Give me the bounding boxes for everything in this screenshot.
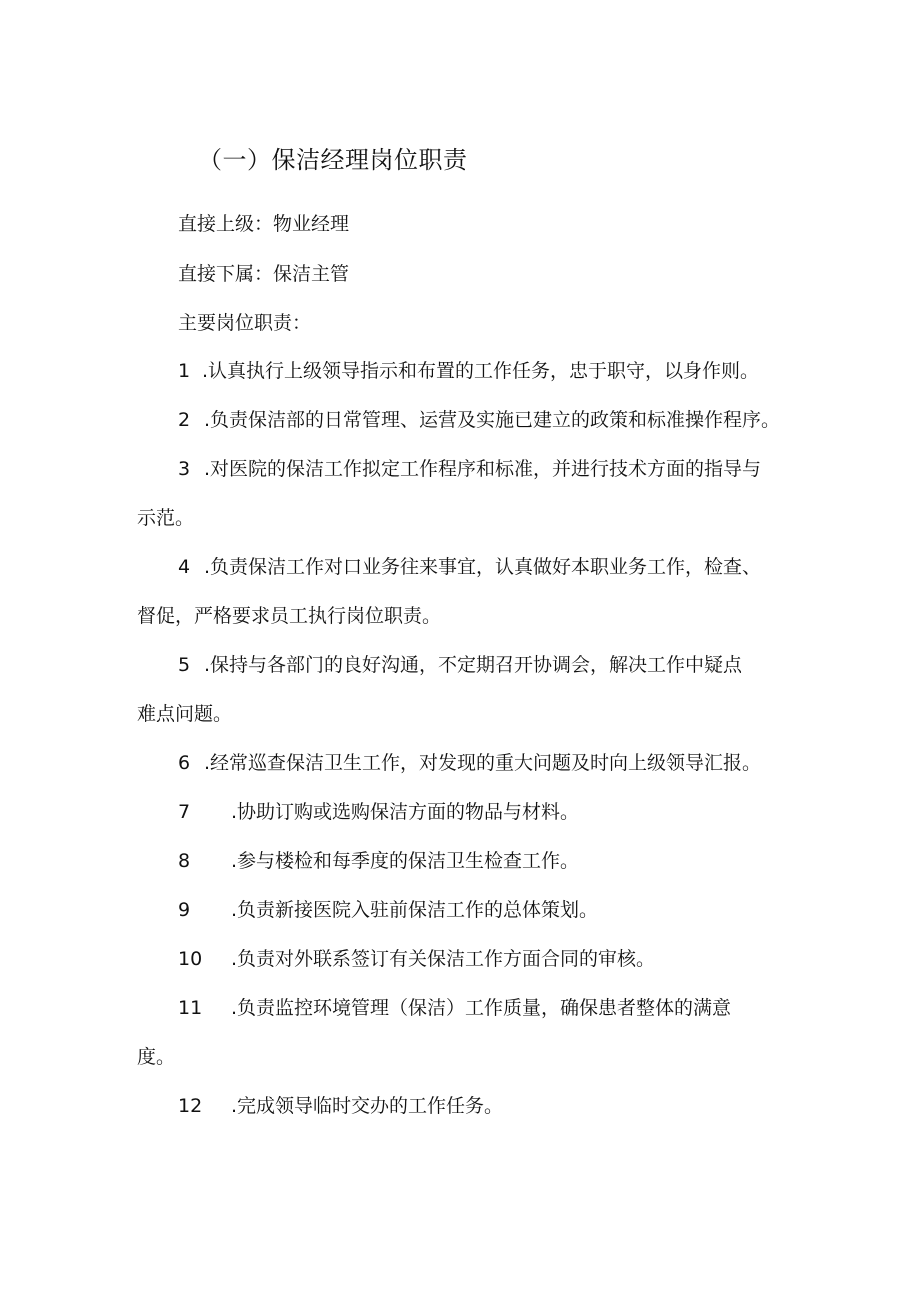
duty-text: .协助订购或选购保洁方面的物品与材料。 [231,801,580,823]
duty-text: .认真执行上级领导指示和布置的工作任务，忠于职守，以身作则。 [202,360,760,382]
duty-item-6 [178,748,761,775]
duty-item-9 [178,895,598,922]
duty-item-11-continuation: 度。 [137,1046,176,1068]
duty-number: 7 [178,801,191,823]
duty-item-4-continuation: 督促，严格要求员工执行岗位职责。 [137,605,442,627]
duty-number: 12 [178,1095,203,1117]
duty-item-8 [178,846,579,873]
duty-number: 8 [178,850,191,872]
direct-superior: 直接上级：物业经理 [178,213,350,235]
duty-item-11 [178,993,731,1020]
duty-text: .负责新接医院入驻前保洁工作的总体策划。 [231,899,599,921]
duty-number: 10 [178,948,203,970]
duty-text: .对医院的保洁工作拟定工作程序和标准，并进行技术方面的指导与 [204,458,762,480]
duty-text: .保持与各部门的良好沟通，不定期召开协调会，解决工作中疑点 [204,654,743,676]
duty-number: 3 [178,458,191,480]
duty-number: 9 [178,899,191,921]
duty-item-5-continuation: 难点问题。 [137,703,233,725]
duty-number: 11 [178,997,203,1019]
duty-item-2 [178,405,780,432]
page-title: （一）保洁经理岗位职责 [198,146,468,174]
duty-item-12 [178,1091,503,1118]
duty-item-5 [178,650,742,677]
duty-text: .负责监控环境管理（保洁）工作质量，确保患者整体的满意 [231,997,732,1019]
duty-item-4 [178,552,761,579]
duty-number: 2 [178,409,191,431]
duties-heading: 主要岗位职责： [178,312,312,334]
duty-item-3 [178,454,761,481]
duty-number: 6 [178,752,191,774]
duty-text: .负责保洁部的日常管理、运营及实施已建立的政策和标准操作程序。 [204,409,781,431]
duty-text: .经常巡查保洁卫生工作，对发现的重大问题及时向上级领导汇报。 [204,752,762,774]
duty-text: .完成领导临时交办的工作任务。 [231,1095,504,1117]
duty-item-1 [178,356,759,383]
duty-text: .负责保洁工作对口业务往来事宜，认真做好本职业务工作，检查、 [204,556,762,578]
duty-item-10 [178,944,655,971]
duty-number: 4 [178,556,191,578]
duty-number: 1 [178,360,191,382]
duty-text: .参与楼检和每季度的保洁卫生检查工作。 [231,850,580,872]
duty-item-3-continuation: 示范。 [137,507,195,529]
direct-subordinate: 直接下属：保洁主管 [178,263,350,285]
duty-text: .负责对外联系签订有关保洁工作方面合同的审核。 [231,948,656,970]
duty-item-7 [178,797,579,824]
duty-number: 5 [178,654,191,676]
